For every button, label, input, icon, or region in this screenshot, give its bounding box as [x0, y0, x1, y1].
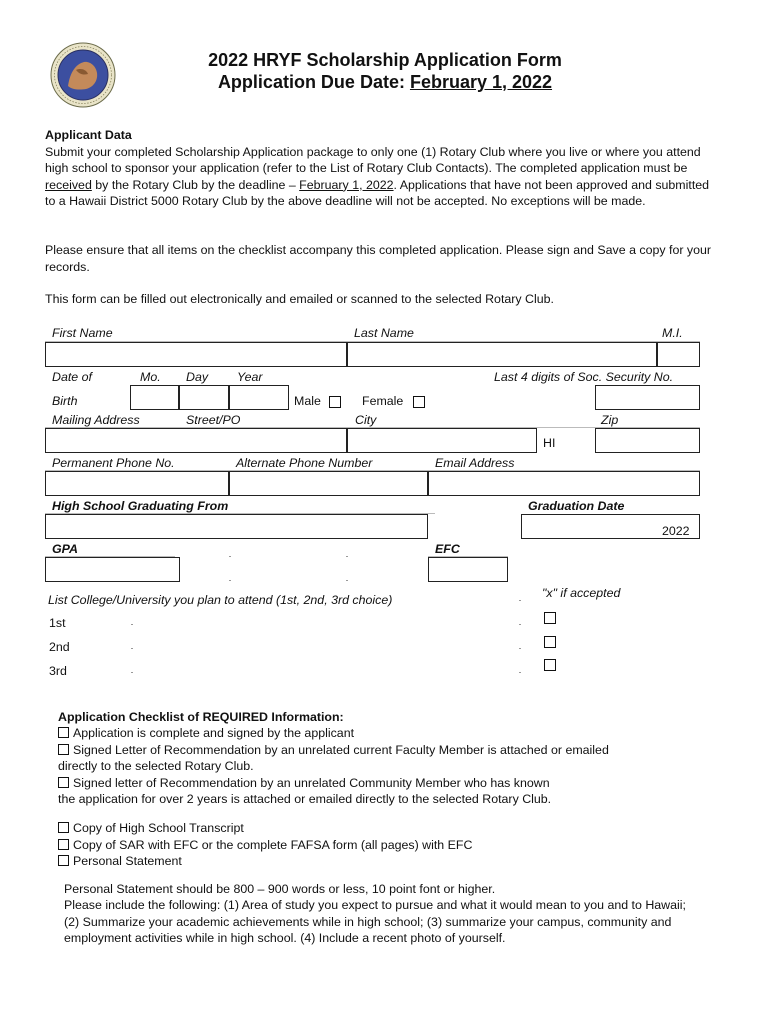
checklist-item-5-checkbox[interactable] — [58, 839, 69, 850]
applicant-data-heading: Applicant Data — [45, 128, 132, 142]
checklist-item-6 — [58, 853, 698, 869]
male-checkbox[interactable] — [329, 396, 341, 408]
birth-day-input[interactable] — [179, 385, 229, 410]
mi-label: M.I. — [662, 326, 683, 340]
efc-input[interactable] — [428, 557, 508, 582]
checklist-item-4-text: Copy of High School Transcript — [73, 821, 244, 836]
checklist-item-6-checkbox[interactable] — [58, 855, 69, 866]
form-title: 2022 HRYF Scholarship Application Form — [208, 50, 562, 70]
email-input[interactable] — [428, 471, 700, 496]
mi-input[interactable] — [657, 342, 700, 367]
form-submission-note: This form can be filled out electronically and emailed or scanned to the selected Rotary Club. — [45, 292, 554, 306]
high-school-label: High School Graduating From — [52, 499, 229, 513]
checklist-item-5 — [58, 837, 698, 853]
permanent-phone-input[interactable] — [45, 471, 229, 496]
zip-label: Zip — [601, 413, 619, 427]
checklist — [58, 709, 698, 870]
received-text: received — [45, 177, 92, 192]
choice-2-accepted-checkbox[interactable] — [544, 636, 556, 648]
intro-text-c: . Applications that have not been approved and submitted to a Hawaii District 5000 Rotary Club by the above deadline will not be accepted. No exceptions will be made. — [45, 177, 710, 209]
first-name-label: First Name — [52, 326, 113, 340]
choice-1-label: 1st — [49, 616, 66, 630]
ssn-label: Last 4 digits of Soc. Security No. — [494, 370, 674, 384]
birth-month-input[interactable] — [130, 385, 179, 410]
due-date-line — [120, 72, 650, 93]
checklist-item-2-text-a: Signed Letter of Recommendation by an unrelated current Faculty Member is attached or emailed — [73, 742, 609, 757]
checklist-item-6-text: Personal Statement — [73, 854, 182, 869]
checklist-item-2 — [58, 742, 698, 758]
female-checkbox[interactable] — [413, 396, 425, 408]
alternate-phone-label: Alternate Phone Number — [236, 456, 373, 470]
birth-year-input[interactable] — [229, 385, 289, 410]
city-input[interactable] — [347, 428, 537, 453]
last-name-input[interactable] — [347, 342, 657, 367]
checklist-item-2-text-b: directly to the selected Rotary Club. — [58, 759, 254, 774]
graduation-year-value: 2022 — [662, 524, 690, 538]
checklist-item-5-text: Copy of SAR with EFC or the complete FAFSA form (all pages) with EFC — [73, 837, 473, 852]
gpa-input[interactable] — [45, 557, 180, 582]
checklist-item-3-text-b: the application for over 2 years is attached or emailed directly to the selected Rotary Club. — [58, 792, 552, 807]
choice-2-label: 2nd — [49, 640, 70, 654]
zip-input[interactable] — [595, 428, 700, 453]
street-input[interactable] — [45, 428, 347, 453]
year-label: Year — [237, 370, 263, 384]
first-name-input[interactable] — [45, 342, 347, 367]
graduation-date-label: Graduation Date — [528, 499, 625, 513]
ssn-input[interactable] — [595, 385, 700, 410]
day-label: Day — [186, 370, 209, 384]
state-value: HI — [543, 436, 556, 450]
permanent-phone-label: Permanent Phone No. — [52, 456, 175, 470]
deadline-text: February 1, 2022 — [299, 177, 394, 192]
female-label: Female — [362, 394, 404, 408]
city-label: City — [355, 413, 377, 427]
efc-label: EFC — [435, 542, 460, 556]
checklist-instruction: Please ensure that all items on the checklist accompany this completed application. Please sign and Save a copy for your records. — [45, 243, 712, 274]
college-prompt: List College/University you plan to attend (1st, 2nd, 3rd choice) — [48, 593, 393, 607]
checklist-item-3-text-a: Signed letter of Recommendation by an unrelated Community Member who has known — [73, 775, 550, 790]
accepted-label: "x" if accepted — [542, 586, 621, 600]
choice-1-accepted-checkbox[interactable] — [544, 612, 556, 624]
personal-statement-topics: Please include the following: (1) Area of study you expect to pursue and what it would mean to you and to Hawaii; (2) Summarize your academic achievements while in high school; (3) summarize your campus, community and employment activities while in high school. (4) Include a recent photo of yourself. — [64, 898, 686, 946]
month-label: Mo. — [140, 370, 161, 384]
checklist-item-3-checkbox[interactable] — [58, 777, 69, 788]
male-label: Male — [294, 394, 321, 408]
checklist-heading: Application Checklist of REQUIRED Information: — [58, 710, 344, 724]
intro-text-b: by the Rotary Club by the deadline – — [91, 177, 300, 192]
choice-3-label: 3rd — [49, 664, 67, 678]
last-name-label: Last Name — [354, 326, 414, 340]
email-label: Email Address — [435, 456, 515, 470]
alternate-phone-input[interactable] — [229, 471, 428, 496]
intro-text-a: Submit your completed Scholarship Application package to only one (1) Rotary Club where you live or where you attend high school to sponsor your application (refer to the List of Rotary Club Contacts). The completed application must be — [45, 144, 701, 176]
date-of-label: Date of — [52, 370, 92, 384]
due-date-value: February 1, 2022 — [409, 72, 553, 92]
choice-3-accepted-checkbox[interactable] — [544, 659, 556, 671]
checklist-item-4 — [58, 820, 698, 836]
personal-statement-instructions — [64, 881, 704, 947]
due-date-prefix: Application Due Date: — [217, 72, 410, 92]
mailing-address-label: Mailing Address — [52, 413, 140, 427]
checklist-item-2-checkbox[interactable] — [58, 744, 69, 755]
checklist-item-1 — [58, 725, 698, 741]
rotary-seal-logo — [50, 42, 116, 108]
checklist-item-3 — [58, 775, 698, 791]
checklist-item-1-text: Application is complete and signed by the applicant — [73, 726, 355, 741]
checklist-item-1-checkbox[interactable] — [58, 727, 69, 738]
high-school-input[interactable] — [45, 514, 428, 539]
birth-label: Birth — [52, 394, 78, 408]
applicant-data-intro — [45, 127, 720, 210]
checklist-item-4-checkbox[interactable] — [58, 822, 69, 833]
street-po-label: Street/PO — [186, 413, 241, 427]
personal-statement-length: Personal Statement should be 800 – 900 words or less, 10 point font or higher. — [64, 882, 496, 896]
gpa-label: GPA — [52, 542, 78, 556]
